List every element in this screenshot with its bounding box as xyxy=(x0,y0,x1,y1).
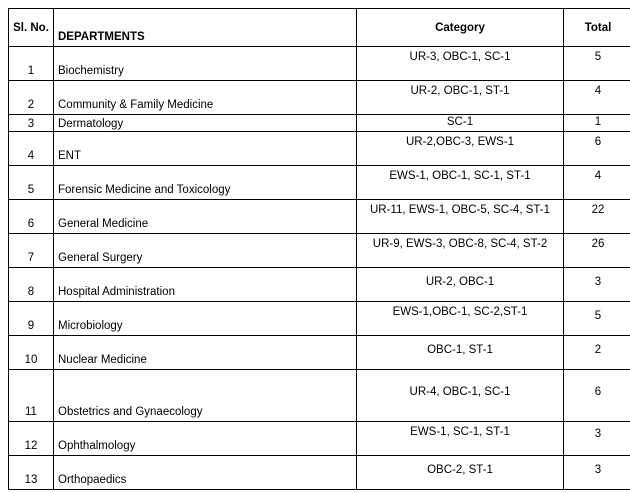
department-cell: Community & Family Medicine xyxy=(54,81,357,115)
total-cell: 22 xyxy=(564,200,630,234)
department-cell: General Surgery xyxy=(54,234,357,268)
table-row xyxy=(9,166,630,200)
total-cell: 5 xyxy=(564,47,630,81)
total-cell: 4 xyxy=(564,166,630,200)
category-cell: OBC-1, ST-1 xyxy=(357,336,564,370)
total-cell: 6 xyxy=(564,370,630,422)
header-departments: DEPARTMENTS xyxy=(54,9,357,47)
table-row xyxy=(9,422,630,456)
table-row xyxy=(9,115,630,132)
total-cell: 26 xyxy=(564,234,630,268)
department-cell: Biochemistry xyxy=(54,47,357,81)
sl-cell: 1 xyxy=(9,47,54,81)
sl-cell: 10 xyxy=(9,336,54,370)
table-row xyxy=(9,81,630,115)
category-cell: EWS-1, SC-1, ST-1 xyxy=(357,422,564,456)
category-cell: UR-11, EWS-1, OBC-5, SC-4, ST-1 xyxy=(357,200,564,234)
total-cell: 3 xyxy=(564,456,630,490)
department-cell: Orthopaedics xyxy=(54,456,357,490)
sl-cell: 5 xyxy=(9,166,54,200)
table-row xyxy=(9,47,630,81)
category-cell: UR-4, OBC-1, SC-1 xyxy=(357,370,564,422)
total-cell: 5 xyxy=(564,302,630,336)
category-cell: UR-9, EWS-3, OBC-8, SC-4, ST-2 xyxy=(357,234,564,268)
sl-cell: 12 xyxy=(9,422,54,456)
category-cell: SC-1 xyxy=(357,115,564,132)
category-cell: EWS-1,OBC-1, SC-2,ST-1 xyxy=(357,302,564,336)
department-cell: Obstetrics and Gynaecology xyxy=(54,370,357,422)
total-cell: 1 xyxy=(564,115,630,132)
sl-cell: 3 xyxy=(9,115,54,132)
department-cell: Hospital Administration xyxy=(54,268,357,302)
table-row xyxy=(9,302,630,336)
table-body xyxy=(9,47,630,490)
department-cell: Ophthalmology xyxy=(54,422,357,456)
table-row xyxy=(9,200,630,234)
total-cell: 6 xyxy=(564,132,630,166)
departments-table xyxy=(8,8,630,490)
table-row xyxy=(9,234,630,268)
category-cell: UR-2, OBC-1 xyxy=(357,268,564,302)
department-cell: General Medicine xyxy=(54,200,357,234)
sl-cell: 7 xyxy=(9,234,54,268)
department-cell: Forensic Medicine and Toxicology xyxy=(54,166,357,200)
category-cell: EWS-1, OBC-1, SC-1, ST-1 xyxy=(357,166,564,200)
table-row xyxy=(9,268,630,302)
category-cell: OBC-2, ST-1 xyxy=(357,456,564,490)
department-cell: Microbiology xyxy=(54,302,357,336)
department-cell: Nuclear Medicine xyxy=(54,336,357,370)
category-cell: UR-3, OBC-1, SC-1 xyxy=(357,47,564,81)
table-row xyxy=(9,132,630,166)
department-cell: ENT xyxy=(54,132,357,166)
table-header-row xyxy=(9,9,630,47)
sl-cell: 8 xyxy=(9,268,54,302)
sl-cell: 2 xyxy=(9,81,54,115)
category-cell: UR-2, OBC-1, ST-1 xyxy=(357,81,564,115)
table-row xyxy=(9,336,630,370)
total-cell: 4 xyxy=(564,81,630,115)
total-cell: 3 xyxy=(564,422,630,456)
table-row xyxy=(9,456,630,490)
category-cell: UR-2,OBC-3, EWS-1 xyxy=(357,132,564,166)
table-row xyxy=(9,370,630,422)
department-cell: Dermatology xyxy=(54,115,357,132)
sl-cell: 4 xyxy=(9,132,54,166)
sl-cell: 6 xyxy=(9,200,54,234)
sl-cell: 13 xyxy=(9,456,54,490)
header-category: Category xyxy=(357,9,564,47)
header-total: Total xyxy=(564,9,630,47)
total-cell: 3 xyxy=(564,268,630,302)
total-cell: 2 xyxy=(564,336,630,370)
header-sl-no: Sl. No. xyxy=(9,9,54,47)
sl-cell: 11 xyxy=(9,370,54,422)
sl-cell: 9 xyxy=(9,302,54,336)
